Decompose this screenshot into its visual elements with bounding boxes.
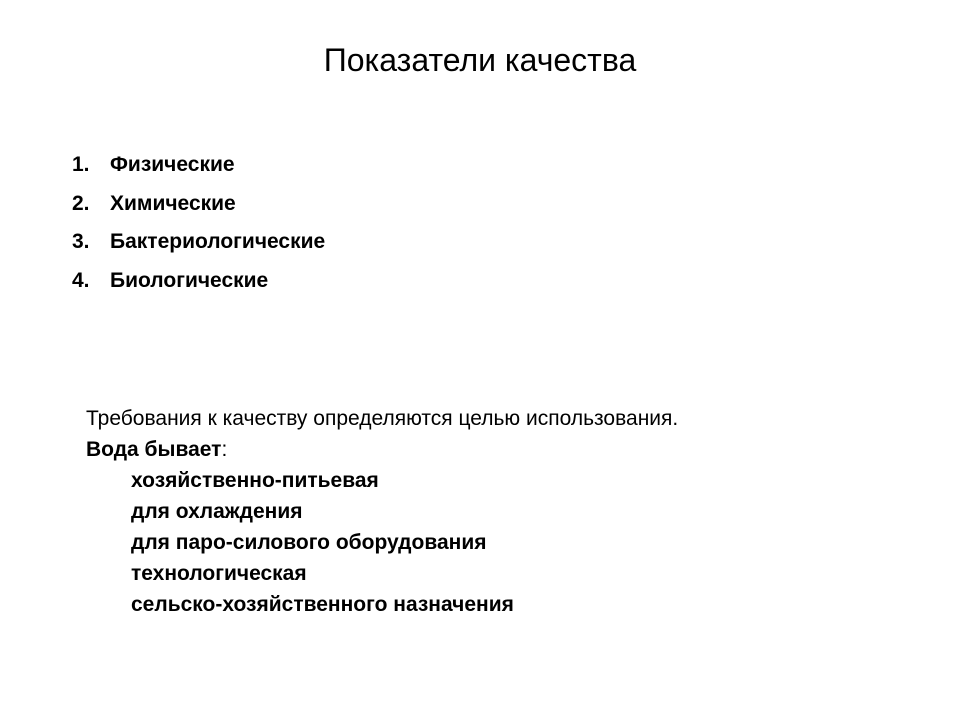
item-label: Физические [110,153,235,176]
slide-title: Показатели качества [323,42,637,78]
list-item: технологическая [131,562,307,585]
quality-indicators-list [72,146,325,300]
list-item [72,146,325,185]
item-number: 4. [72,268,90,292]
list-item [72,223,325,262]
item-number: 3. [72,230,90,253]
water-types-list [86,465,678,620]
item-number: 1. [72,153,90,176]
item-label: Химические [110,191,236,215]
list-item: хозяйственно-питьевая [131,469,379,492]
water-types-heading [86,434,678,465]
list-item: сельско-хозяйственного назначения [131,593,514,616]
item-number: 2. [72,191,90,215]
requirements-block [86,403,678,620]
list-item: для охлаждения [131,500,303,523]
requirements-sentence: Требования к качеству определяются целью использования. [86,407,679,430]
item-label: Бактериологические [110,230,326,253]
list-item [72,262,325,301]
water-colon: : [221,438,228,461]
list-item: для паро-силового оборудования [131,531,487,554]
water-label: Вода бывает [86,438,222,461]
list-item [72,185,325,224]
item-label: Биологические [110,268,269,292]
